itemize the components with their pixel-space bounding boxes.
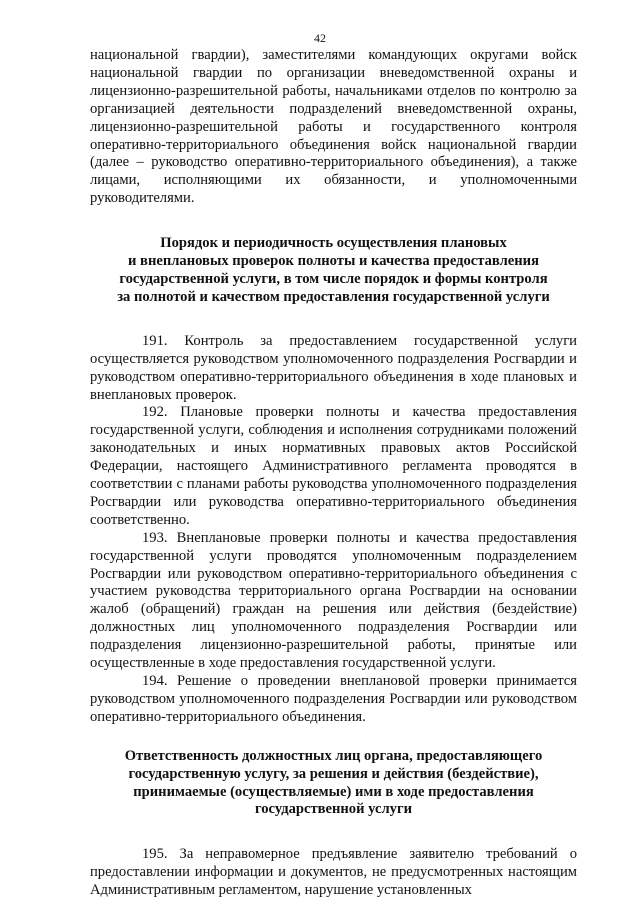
paragraph-191: 191. Контроль за предоставлением государственной услуги осуществляется руководством уполномоченного подразделения Росгвардии и руководством оперативно-территориального объединения в ходе плановых и внеплановых проверок. [90, 332, 577, 403]
paragraph-194: 194. Решение о проведении внеплановой проверки принимается руководством уполномоченного подразделения Росгвардии или руководством оперативно-территориального объединения. [90, 673, 577, 725]
heading-line: государственной услуги, в том числе порядок и формы контроля [119, 270, 548, 287]
heading-line: принимаемые (осуществляемые) ими в ходе предоставления [133, 783, 534, 800]
paragraph-193: 193. Внеплановые проверки полноты и качества предоставления государственной услуги проводятся уполномоченным подразделением Росгвардии или руководством оперативно-территориального объединения с участием руководства территориального органа Росгвардии на основании жалоб (обращений) граждан на решения или действия (бездействие) должностных лиц уполномоченного подразделения Росгвардии или подразделения лицензионно-разрешительной работы, принятые или осуществленные в ходе предоставления государственной услуги. [90, 529, 577, 672]
heading-line: Порядок и периодичность осуществления плановых [160, 235, 507, 252]
heading-line: и внеплановых проверок полноты и качества предоставления [128, 253, 539, 270]
paragraph-195: 195. За неправомерное предъявление заявителю требований о предоставлении информации и документов, не предусмотренных настоящим Административным регламентом, нарушение установленных [90, 846, 577, 899]
heading-line: государственную услугу, за решения и действия (бездействие), [128, 765, 539, 782]
heading-line: государственной услуги [254, 801, 413, 818]
page-number: 42 [314, 31, 326, 45]
heading-line: за полнотой и качеством предоставления государственной услуги [117, 288, 550, 305]
document-body [90, 47, 577, 900]
paragraph-continued: национальной гвардии), заместителями командующих округами войск национальной гвардии по организации вневедомственной охраны и лицензионно-разрешительной работы, начальниками отделов по контролю за организацией деятельности подразделений вневедомственной охраны, лицензионно-разрешительной работы и государственного контроля оперативно-территориального объединения войск национальной гвардии (далее – руководство оперативно-территориального объединения), а также лицами, исполняющими их обязанности, и уполномоченными руководителями. [90, 47, 577, 207]
heading-line: Ответственность должностных лиц органа, предоставляющего [124, 747, 543, 764]
section-heading-control-procedure [90, 235, 577, 307]
paragraph-192: 192. Плановые проверки полноты и качества предоставления государственной услуги, соблюдения и исполнения сотрудниками положений законодательных и иных нормативных правовых актов Российской Федерации, настоящего Административного регламента проводятся в соответствии с планами работы руководства уполномоченного подразделения Росгвардии или руководства оперативно-территориального объединения соответственно. [90, 404, 577, 528]
section-heading-officials-responsibility [90, 748, 577, 820]
